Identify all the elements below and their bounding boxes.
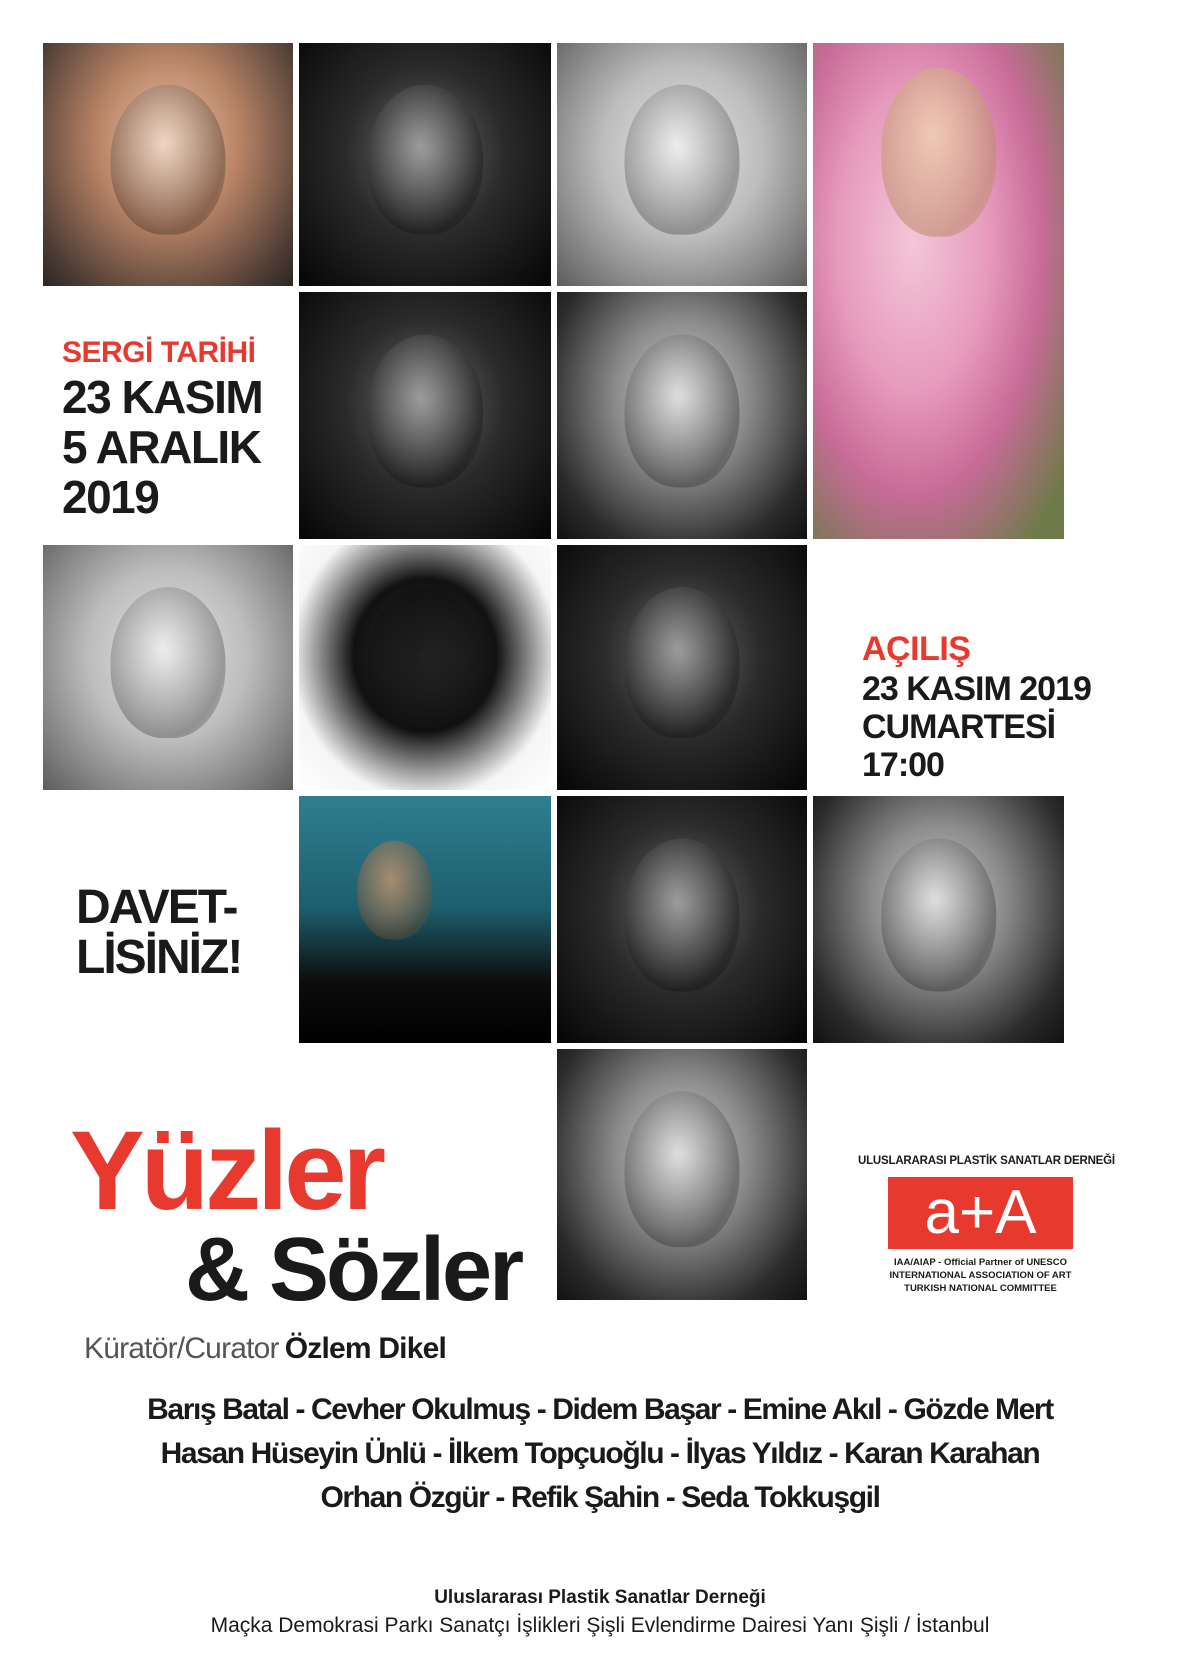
portrait-photo-child-covering-face [299,545,551,790]
artists-line-1: Barış Batal - Cevher Okulmuş - Didem Başar - Emine Akıl - Gözde Mert [147,1393,1053,1426]
exhibition-end-date: 5 ARALIK [62,421,261,473]
invitation-line-2: LİSİNİZ! [76,931,242,984]
artists-line-3: Orhan Özgür - Refik Şahin - Seda Tokkuşgil [320,1481,880,1514]
exhibition-start-date: 23 KASIM [62,371,263,423]
exhibition-title-line-1: Yüzler [70,1108,383,1233]
portrait-photo-boy-in-cap [43,545,293,790]
portrait-photo-old-man-white-beard [557,1049,807,1300]
portrait-photo-woman-red-hair [43,43,293,286]
curator-credit [84,1332,446,1366]
exhibition-dates-label: SERGİ TARİHİ [62,336,256,369]
logo-line-committee: TURKISH NATIONAL COMMITTEE [904,1283,1057,1294]
artists-line-2: Hasan Hüseyin Ünlü - İlkem Topçuoğlu - İlyas Yıldız - Karan Karahan [160,1437,1040,1470]
portrait-photo-man-in-jacket-shadow [299,796,551,1043]
portrait-photo-smiling-elderly-woman [299,292,551,539]
curator-name: Özlem Dikel [284,1332,447,1365]
opening-time: 17:00 [862,746,944,784]
portrait-photo-girl-with-balloon [557,43,807,286]
footer-address: Maçka Demokrasi Parkı Sanatçı İşlikleri Şişli Evlendirme Dairesi Yanı Şişli / İstanbul [210,1614,990,1637]
portrait-photo-woman-in-flowers [813,43,1064,539]
exhibition-year: 2019 [62,471,159,523]
portrait-photo-laughing-old-man [813,796,1064,1043]
exhibition-title-line-2: & Sözler [185,1220,522,1320]
logo-line-unesco: IAA/AIAP - Official Partner of UNESCO [894,1257,1067,1268]
opening-date: 23 KASIM 2019 [862,670,1091,708]
logo-organization-name: ULUSLARARASI PLASTİK SANATLAR DERNEĞİ [858,1155,1115,1167]
portrait-photo-elderly-woman-dark-scarf [557,796,807,1043]
opening-day: CUMARTESİ [862,708,1056,746]
footer-organization: Uluslararası Plastik Sanatlar Derneği [434,1587,766,1608]
curator-label: Küratör/Curator [84,1332,279,1365]
portrait-photo-elderly-woman-headscarf [557,292,807,539]
opening-label: AÇILIŞ [862,630,971,668]
portrait-photo-young-man [299,43,551,286]
logo-mark: a+A [888,1177,1073,1249]
logo-line-association: INTERNATIONAL ASSOCIATION OF ART [889,1270,1072,1281]
portrait-photo-bearded-man [557,545,807,790]
organization-logo [858,1155,1115,1294]
invitation-line-1: DAVET- [76,881,237,934]
